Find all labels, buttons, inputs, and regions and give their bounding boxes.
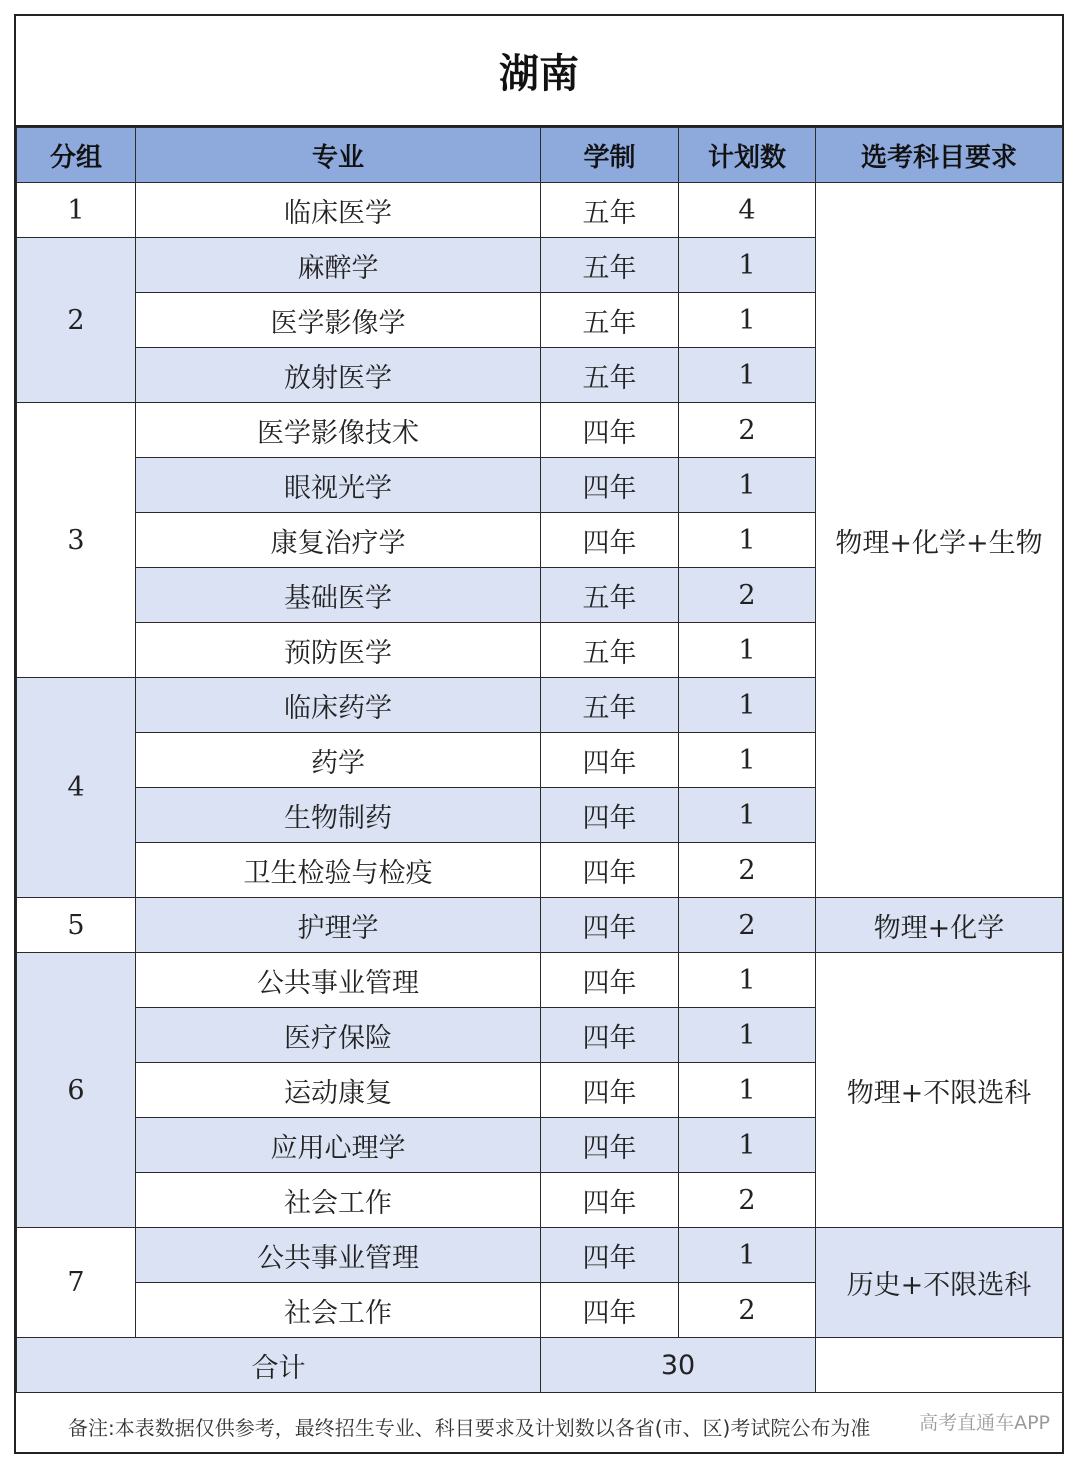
duration-cell: 五年 xyxy=(541,348,679,403)
plan-cell: 2 xyxy=(679,898,816,953)
plan-cell: 1 xyxy=(679,788,816,843)
major-cell: 麻醉学 xyxy=(136,238,541,293)
major-cell: 临床医学 xyxy=(136,183,541,238)
duration-cell: 四年 xyxy=(541,1173,679,1228)
duration-cell: 四年 xyxy=(541,733,679,788)
major-cell: 放射医学 xyxy=(136,348,541,403)
major-cell: 医疗保险 xyxy=(136,1008,541,1063)
subject-requirement-cell: 物理+化学+生物 xyxy=(816,183,1063,898)
duration-cell: 四年 xyxy=(541,1063,679,1118)
watermark: 高考直通车APP xyxy=(919,1412,1050,1434)
major-cell: 基础医学 xyxy=(136,568,541,623)
admission-plan-table xyxy=(16,127,1063,1393)
subject-requirement-cell: 历史+不限选科 xyxy=(816,1228,1063,1338)
major-cell: 公共事业管理 xyxy=(136,1228,541,1283)
group-cell: 5 xyxy=(17,898,136,953)
major-cell: 药学 xyxy=(136,733,541,788)
footnote: 备注:本表数据仅供参考，最终招生专业、科目要求及计划数以各省(市、区)考试院公布为准 xyxy=(68,1416,871,1440)
major-cell: 社会工作 xyxy=(136,1283,541,1338)
group-cell: 1 xyxy=(17,183,136,238)
duration-cell: 四年 xyxy=(541,403,679,458)
duration-cell: 四年 xyxy=(541,1118,679,1173)
plan-cell: 1 xyxy=(679,678,816,733)
duration-cell: 四年 xyxy=(541,458,679,513)
plan-cell: 1 xyxy=(679,1228,816,1283)
table-header-row xyxy=(17,128,1063,183)
major-cell: 公共事业管理 xyxy=(136,953,541,1008)
plan-cell: 2 xyxy=(679,1173,816,1228)
total-row xyxy=(17,1338,1063,1393)
duration-cell: 四年 xyxy=(541,513,679,568)
group-cell: 6 xyxy=(17,953,136,1228)
page-title: 湖南 xyxy=(16,16,1062,127)
duration-cell: 四年 xyxy=(541,1008,679,1063)
plan-cell: 2 xyxy=(679,1283,816,1338)
total-empty-cell xyxy=(816,1338,1063,1393)
plan-cell: 1 xyxy=(679,1118,816,1173)
plan-cell: 4 xyxy=(679,183,816,238)
plan-cell: 1 xyxy=(679,733,816,788)
plan-cell: 1 xyxy=(679,1008,816,1063)
group-cell: 2 xyxy=(17,238,136,403)
table-row xyxy=(17,898,1063,953)
major-cell: 运动康复 xyxy=(136,1063,541,1118)
major-cell: 医学影像学 xyxy=(136,293,541,348)
duration-cell: 五年 xyxy=(541,678,679,733)
major-cell: 眼视光学 xyxy=(136,458,541,513)
duration-cell: 五年 xyxy=(541,623,679,678)
group-cell: 4 xyxy=(17,678,136,898)
header-group: 分组 xyxy=(17,128,136,183)
table-frame xyxy=(14,14,1064,1454)
major-cell: 康复治疗学 xyxy=(136,513,541,568)
plan-cell: 1 xyxy=(679,1063,816,1118)
group-cell: 3 xyxy=(17,403,136,678)
duration-cell: 四年 xyxy=(541,953,679,1008)
duration-cell: 四年 xyxy=(541,788,679,843)
header-subjects: 选考科目要求 xyxy=(816,128,1063,183)
subject-requirement-cell: 物理+不限选科 xyxy=(816,953,1063,1228)
total-value: 30 xyxy=(541,1338,816,1393)
table-row xyxy=(17,1228,1063,1283)
major-cell: 社会工作 xyxy=(136,1173,541,1228)
group-cell: 7 xyxy=(17,1228,136,1338)
plan-cell: 2 xyxy=(679,403,816,458)
header-major: 专业 xyxy=(136,128,541,183)
duration-cell: 四年 xyxy=(541,1228,679,1283)
table-row xyxy=(17,953,1063,1008)
plan-cell: 1 xyxy=(679,293,816,348)
header-plan: 计划数 xyxy=(679,128,816,183)
plan-cell: 1 xyxy=(679,238,816,293)
major-cell: 应用心理学 xyxy=(136,1118,541,1173)
plan-cell: 2 xyxy=(679,843,816,898)
plan-cell: 1 xyxy=(679,348,816,403)
plan-cell: 1 xyxy=(679,458,816,513)
major-cell: 预防医学 xyxy=(136,623,541,678)
plan-cell: 1 xyxy=(679,623,816,678)
duration-cell: 五年 xyxy=(541,293,679,348)
duration-cell: 四年 xyxy=(541,898,679,953)
plan-cell: 1 xyxy=(679,953,816,1008)
major-cell: 卫生检验与检疫 xyxy=(136,843,541,898)
header-duration: 学制 xyxy=(541,128,679,183)
duration-cell: 四年 xyxy=(541,843,679,898)
total-label: 合计 xyxy=(17,1338,541,1393)
major-cell: 生物制药 xyxy=(136,788,541,843)
subject-requirement-cell: 物理+化学 xyxy=(816,898,1063,953)
plan-cell: 1 xyxy=(679,513,816,568)
duration-cell: 四年 xyxy=(541,1283,679,1338)
duration-cell: 五年 xyxy=(541,183,679,238)
major-cell: 医学影像技术 xyxy=(136,403,541,458)
major-cell: 临床药学 xyxy=(136,678,541,733)
plan-cell: 2 xyxy=(679,568,816,623)
duration-cell: 五年 xyxy=(541,238,679,293)
duration-cell: 五年 xyxy=(541,568,679,623)
table-row xyxy=(17,183,1063,238)
major-cell: 护理学 xyxy=(136,898,541,953)
